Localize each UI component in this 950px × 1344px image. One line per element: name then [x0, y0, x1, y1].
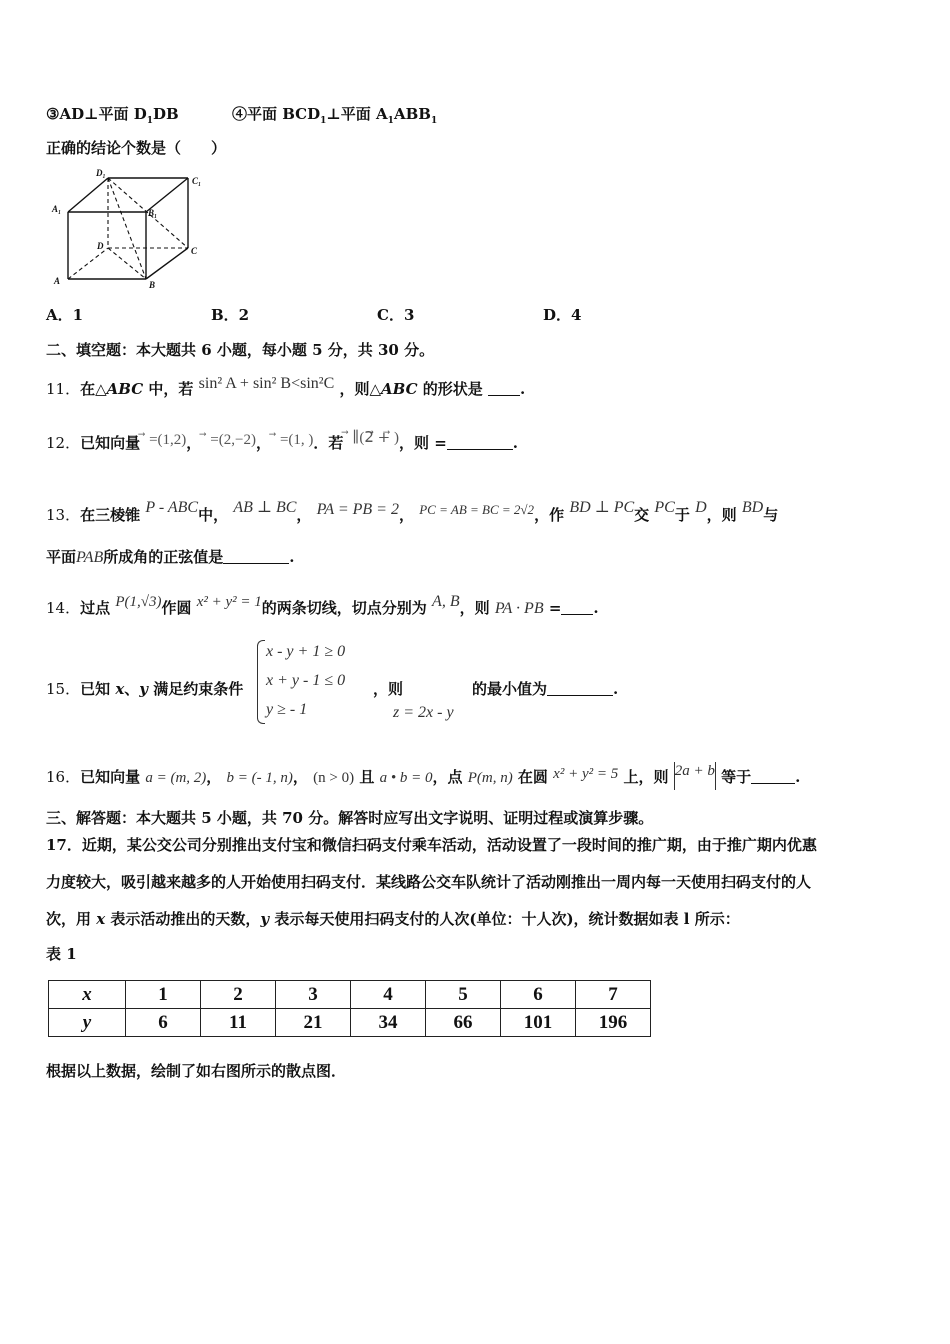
table-cell: 3 — [276, 981, 351, 1009]
cube-label-A: A — [54, 276, 61, 286]
q10-option-c: C．3 — [377, 306, 415, 324]
cube-label-C: C — [191, 246, 198, 256]
table-row-y — [49, 1009, 651, 1037]
question-15: 15．已知 x、y 满足约束条件 — [46, 680, 244, 698]
q13-answer-blank — [223, 563, 289, 564]
table-cell: 7 — [576, 981, 651, 1009]
table-cell: 21 — [276, 1009, 351, 1037]
q10-option-d: D．4 — [543, 306, 582, 324]
q12-vector-2: ⃗ =(2,−2) — [206, 432, 256, 448]
cube-label-D1: D₁ — [96, 168, 106, 178]
q10-item-3: ③AD⊥平面 $D_1DB$ — [46, 105, 179, 126]
q15-constraint-2: x + y - 1 ≤ 0 — [266, 672, 346, 689]
question-13-cont: 平面PAB所成角的正弦值是 . — [46, 548, 295, 566]
question-17-after-table: 根据以上数据，绘制了如右图所示的散点图． — [46, 1062, 347, 1080]
q11-inequality: sin² A + sin² B<sin²C — [198, 375, 335, 392]
q10-option-a: A．1 — [46, 306, 84, 324]
question-12: 12．已知向量 ⃗ =(1,2)， ⃗ =(2,−2)， ⃗ =(1, )．若 ⃗ ∥(2⃗ +⃗ )，则 = . — [46, 430, 519, 452]
table-row-x — [49, 981, 651, 1009]
q10-prompt: 正确的结论个数是（ ） — [46, 139, 227, 157]
q12-condition: ⃗ ∥(2⃗ +⃗ ) — [348, 430, 399, 446]
table-cell: 1 — [126, 981, 201, 1009]
q15-constraint-3: y ≥ - 1 — [266, 701, 308, 718]
q15-objective: z = 2x - y — [393, 704, 454, 721]
q16-answer-blank — [751, 783, 795, 784]
q15-then: ，则 — [373, 680, 404, 698]
question-17-line-3: 次，用 x 表示活动推出的天数，y 表示每天使用扫码支付的人次(单位：十人次)，统计数据如表 l 所示： — [46, 910, 740, 928]
table-cell: 6 — [501, 981, 576, 1009]
cube-label-C1: C₁ — [192, 176, 202, 186]
table-cell: 101 — [501, 1009, 576, 1037]
table-cell: 34 — [351, 1009, 426, 1037]
table-cell: 11 — [201, 1009, 276, 1037]
table-1-label: 表 1 — [46, 945, 77, 963]
cube-figure — [46, 168, 216, 292]
question-17-line-1: 17．近期，某公交公司分别推出支付宝和微信扫码支付乘车活动，活动设置了一段时间的推广期，由于推广期内优惠 — [46, 836, 817, 854]
q10-item-4: ④平面 $BCD_1\perp$平面 $A_1ABB_1$ — [232, 105, 438, 126]
data-table-1 — [48, 980, 651, 1037]
q15-answer-blank — [547, 695, 613, 696]
q12-answer-blank — [447, 449, 513, 450]
table-cell: 6 — [126, 1009, 201, 1037]
cube-label-B1: B₁ — [148, 208, 158, 218]
section2-header: 二、填空题：本大题共 6 小题，每小题 5 分，共 30 分。 — [46, 341, 435, 359]
q15-constraint-brace — [257, 640, 265, 724]
section3-header: 三、解答题：本大题共 5 小题，共 70 分。解答时应写出文字说明、证明过程或演算步骤。 — [46, 809, 654, 827]
q15-tail: 的最小值为 . — [472, 680, 619, 698]
question-13: 13．在三棱锥 P - ABC中， AB ⊥ BC， PA = PB = 2， PC = AB = BC = 2√2，作 BD ⊥ PC交 PC于 D，则 BD与 — [46, 499, 779, 524]
question-11: 11．在△ABC 中，若 sin² A + sin² B<sin²C ，则△ABC 的形状是 . — [46, 375, 526, 398]
table-cell: 196 — [576, 1009, 651, 1037]
cube-label-B: B — [149, 280, 156, 290]
q14-answer-blank — [561, 614, 593, 615]
table-header-y: y — [49, 1009, 126, 1037]
cube-label-D: D — [97, 241, 104, 251]
table-cell: 5 — [426, 981, 501, 1009]
table-cell: 66 — [426, 1009, 501, 1037]
q12-vector-3: ⃗ =(1, ) — [276, 432, 314, 448]
question-17-line-2: 力度较大，吸引越来越多的人开始使用扫码支付．某线路公交车队统计了活动刚推出一周内每一天使用扫码支付的人 — [46, 873, 812, 891]
question-14: 14．过点 P(1,√3)作圆 x² + y² = 1的两条切线，切点分别为 A, B，则 PA · PB = . — [46, 593, 599, 617]
table-cell: 4 — [351, 981, 426, 1009]
q15-constraint-1: x - y + 1 ≥ 0 — [266, 643, 346, 660]
q10-option-b: B．2 — [211, 306, 250, 324]
table-cell: 2 — [201, 981, 276, 1009]
q12-vector-1: ⃗ =(1,2) — [145, 432, 187, 448]
cube-label-A1: A₁ — [52, 204, 62, 214]
table-header-x: x — [49, 981, 126, 1009]
question-16: 16．已知向量 a = (m, 2)， b = (- 1, n)， (n > 0) 且 a • b = 0，点 P(m, n) 在圆 x² + y² = 5 上，则 2a + b 等于 . — [46, 762, 800, 790]
q11-answer-blank — [488, 395, 520, 396]
